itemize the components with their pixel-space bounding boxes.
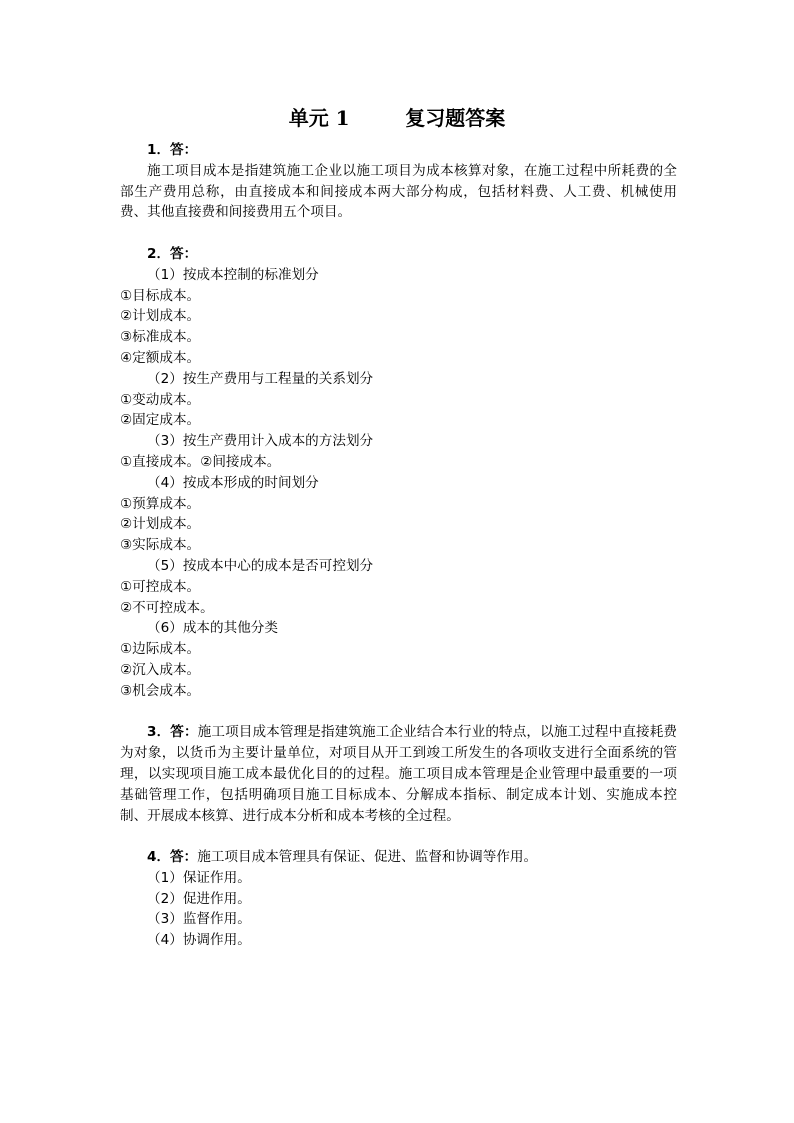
q2-group-heading: （4）按成本形成的时间划分 — [147, 474, 319, 491]
q2-list-item: ②计划成本。 — [120, 308, 201, 325]
q4-list-item: （1）保证作用。 — [147, 869, 251, 886]
spacer — [120, 826, 677, 847]
document-body — [120, 140, 677, 951]
q2-list-item: ③机会成本。 — [120, 682, 201, 699]
q2-list-item: ③实际成本。 — [120, 537, 201, 554]
q2-list-item: ①可控成本。 — [120, 578, 201, 595]
q4-list-item: （2）促进作用。 — [147, 890, 251, 907]
q2-list-item: ②计划成本。 — [120, 516, 201, 533]
q1-answer: 施工项目成本是指建筑施工企业以施工项目为成本核算对象，在施工过程中所耗费的全部生产费用总称，由直接成本和间接成本两大部分构成，包括材料费、人工费、机械使用费、其他直接费和间接费用五个项目。 — [120, 162, 677, 221]
q2-list-item: ③标准成本。 — [120, 329, 201, 346]
q4-list-item: （4）协调作用。 — [147, 932, 251, 949]
q3-text: 施工项目成本管理是指建筑施工企业结合本行业的特点，以施工过程中直接耗费为对象，以货币为主要计量单位，对项目从开工到竣工所发生的各项收支进行全面系统的管理，以实现项目施工成本最优化目的的过程。施工项目成本管理是企业管理中最重要的一项基础管理工作，包括明确项目施工目标成本、分解成本指标、制定成本计划、实施成本控制、开展成本核算、进行成本分析和成本考核的全过程。 — [120, 724, 678, 824]
q2-list-item: ①变动成本。 — [120, 391, 201, 408]
spacer — [120, 702, 677, 723]
q2-list-item: ①预算成本。 — [120, 495, 201, 512]
q2-list-item: ②不可控成本。 — [120, 599, 214, 616]
q2-group-heading: （6）成本的其他分类 — [147, 620, 278, 637]
page-title: 单元 1 复习题答案 — [288, 106, 506, 130]
q2-list-item: ①目标成本。 — [120, 287, 201, 304]
q2-group-heading: （2）按生产费用与工程量的关系划分 — [147, 370, 374, 387]
q2-list-item: ④定额成本。 — [120, 349, 201, 366]
q3-answer — [120, 722, 677, 826]
q4-text: 施工项目成本管理具有保证、促进、监督和协调等作用。 — [197, 849, 538, 866]
q2-list-item: ②固定成本。 — [120, 412, 201, 429]
q2-group-heading: （1）按成本控制的标准划分 — [147, 266, 319, 283]
q2-group-heading: （5）按成本中心的成本是否可控划分 — [147, 557, 374, 574]
q2-list-item: ①直接成本。②间接成本。 — [120, 453, 281, 470]
spacer — [120, 223, 677, 244]
q4-list-item: （3）监督作用。 — [147, 911, 251, 928]
q1-label: 1．答： — [147, 142, 198, 158]
q2-list-item: ①边际成本。 — [120, 641, 201, 658]
q2-list-item: ②沉入成本。 — [120, 661, 201, 678]
q3-label: 3．答： — [147, 724, 198, 741]
q4-answer — [120, 847, 677, 868]
q4-label: 4．答： — [147, 849, 198, 866]
q2-group-heading: （3）按生产费用计入成本的方法划分 — [147, 433, 374, 450]
q2-label: 2．答： — [147, 245, 198, 262]
